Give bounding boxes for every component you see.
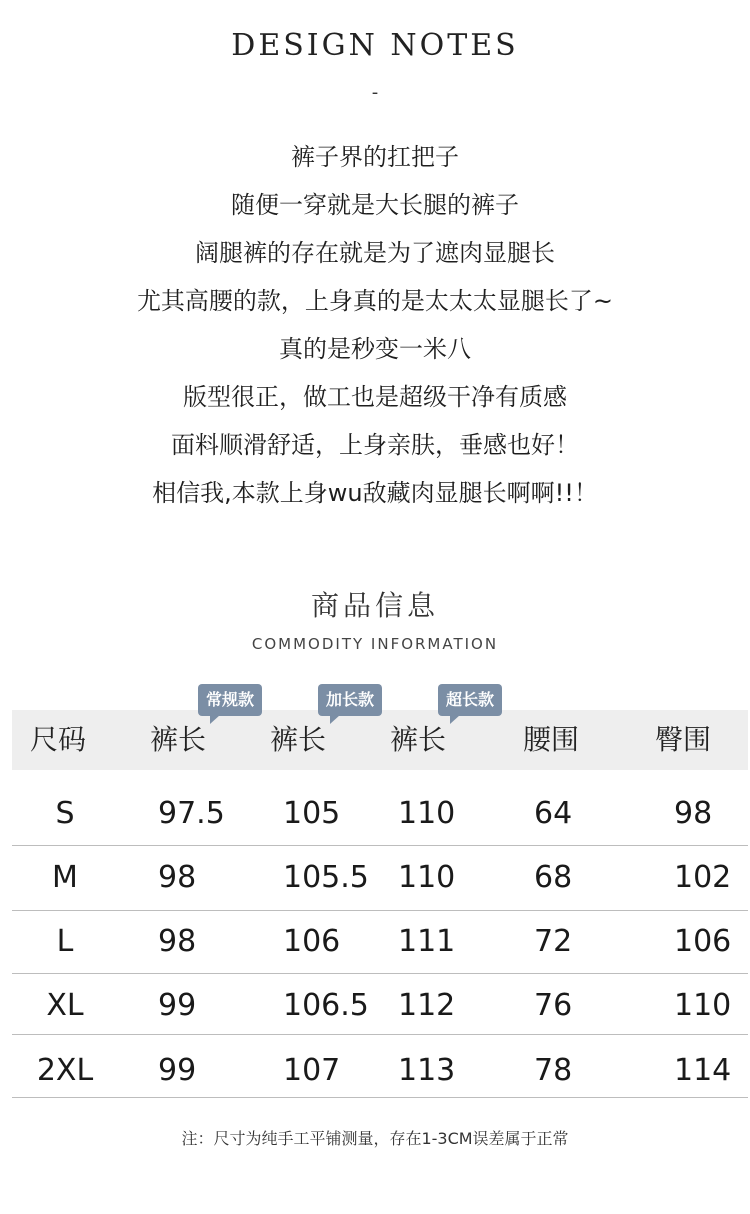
note-line: 版型很正，做工也是超级干净有质感 (183, 383, 567, 411)
header-waist: 腰围 (523, 723, 580, 756)
cell-waist: 78 (534, 1053, 573, 1088)
badge-regular: 常规款 (198, 684, 262, 716)
header-length-extra-long: 裤长 (390, 723, 447, 756)
cell-size: XL (46, 988, 84, 1023)
cell-length-regular: 99 (158, 988, 197, 1023)
note-line: 裤子界的扛把子 (291, 143, 459, 171)
cell-size: S (55, 796, 75, 831)
header-hip: 臀围 (655, 723, 712, 756)
cell-hip: 114 (674, 1053, 732, 1088)
commodity-info-subtitle: COMMODITY INFORMATION (251, 635, 499, 653)
commodity-info-title: 商品信息 (310, 589, 439, 622)
cell-length-regular: 99 (158, 1053, 197, 1088)
header-length-regular: 裤长 (150, 723, 207, 756)
header-size: 尺码 (30, 723, 87, 756)
cell-hip: 102 (674, 860, 732, 895)
note-line: 阔腿裤的存在就是为了遮肉显腿长 (195, 239, 555, 267)
row-divider (12, 973, 748, 974)
cell-length-long: 106 (283, 924, 341, 959)
cell-length-long: 105 (283, 796, 341, 831)
badge-extra-long: 超长款 (438, 684, 502, 716)
note-line: 随便一穿就是大长腿的裤子 (231, 191, 519, 219)
cell-length-regular: 97.5 (158, 796, 225, 831)
cell-hip: 110 (674, 988, 732, 1023)
note-line: 真的是秒变一米八 (279, 335, 471, 363)
row-divider (12, 910, 748, 911)
measurement-note: 注：尺寸为纯手工平铺测量，存在1-3CM误差属于正常 (181, 1129, 569, 1148)
header-length-long: 裤长 (270, 723, 327, 756)
cell-length-long: 105.5 (283, 860, 369, 895)
table-header-band (12, 710, 748, 770)
cell-waist: 76 (534, 988, 573, 1023)
badge-long: 加长款 (318, 684, 382, 716)
cell-length-extra-long: 110 (398, 860, 456, 895)
cell-size: 2XL (36, 1053, 94, 1088)
cell-length-regular: 98 (158, 924, 197, 959)
cell-size: M (52, 860, 78, 895)
design-notes-title: DESIGN NOTES (231, 28, 519, 63)
cell-length-long: 106.5 (283, 988, 369, 1023)
cell-size: L (56, 924, 74, 959)
cell-length-extra-long: 111 (398, 924, 456, 959)
cell-waist: 64 (534, 796, 573, 831)
cell-length-extra-long: 110 (398, 796, 456, 831)
note-line: 尤其高腰的款，上身真的是太太太显腿长了~ (136, 287, 614, 315)
note-line: 面料顺滑舒适，上身亲肤，垂感也好！ (171, 431, 579, 459)
cell-waist: 68 (534, 860, 573, 895)
row-divider (12, 1034, 748, 1035)
note-line: 相信我,本款上身wu敌藏肉显腿长啊啊!!！ (152, 479, 598, 507)
row-divider (12, 1097, 748, 1098)
cell-length-long: 107 (283, 1053, 341, 1088)
design-notes-dash: - (371, 82, 379, 103)
design-notes-list (0, 133, 750, 517)
cell-waist: 72 (534, 924, 573, 959)
cell-length-extra-long: 112 (398, 988, 456, 1023)
cell-hip: 106 (674, 924, 732, 959)
cell-hip: 98 (674, 796, 713, 831)
cell-length-regular: 98 (158, 860, 197, 895)
row-divider (12, 845, 748, 846)
cell-length-extra-long: 113 (398, 1053, 456, 1088)
